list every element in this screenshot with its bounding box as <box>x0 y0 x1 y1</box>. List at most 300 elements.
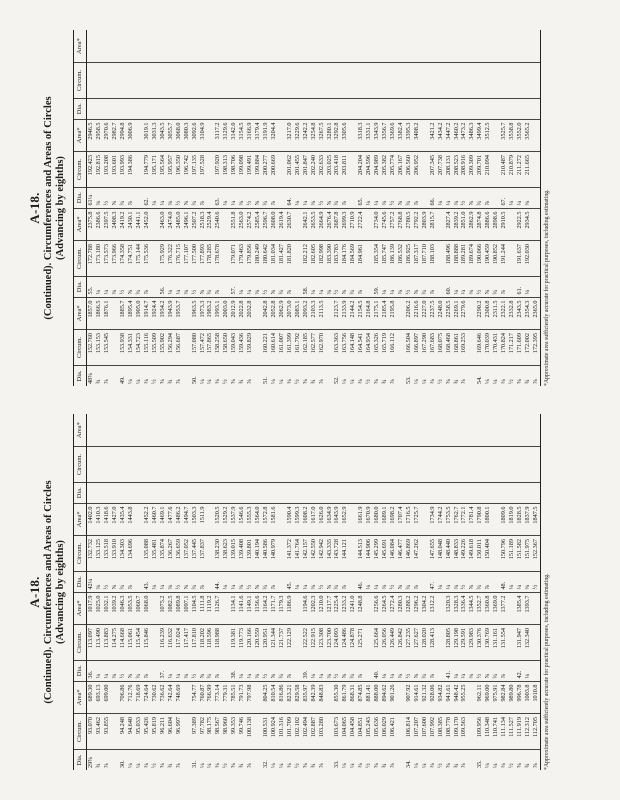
circumference-cell <box>214 447 222 483</box>
area-cell: 2496.1 <box>183 208 191 241</box>
table-row <box>111 30 119 386</box>
area-cell: 1360.8 <box>484 592 492 625</box>
area-cell: 2699.3 <box>341 208 349 241</box>
diameter-cell <box>222 660 230 681</box>
diameter-cell <box>413 483 421 504</box>
table-row <box>222 30 230 386</box>
diameter-cell <box>532 660 540 681</box>
circumference-cell <box>508 63 516 99</box>
diameter-cell: ⅞ <box>143 276 151 297</box>
area-cell: 1179.3 <box>278 592 286 625</box>
circumference-cell <box>111 330 119 366</box>
circumference-cell: 193.208 <box>103 152 111 188</box>
area-cell: 2827.4 <box>445 208 453 241</box>
diameter-cell <box>492 188 500 209</box>
circumference-cell: 99.353 <box>230 714 238 750</box>
area-cell: 907.92 <box>405 681 413 714</box>
circumference-cell: 187.710 <box>421 241 429 277</box>
circumference-cell: 195.564 <box>159 152 167 188</box>
circumference-cell: 93.070 <box>87 714 95 750</box>
diameter-cell: ⅝ <box>413 276 421 297</box>
column-header: Dia. <box>74 188 87 209</box>
circumference-cell <box>214 63 222 99</box>
diameter-cell: 45. <box>286 572 294 593</box>
table-row <box>468 30 476 386</box>
area-cell <box>460 414 468 447</box>
circumference-cell <box>445 447 453 483</box>
diameter-cell: ¼ <box>135 763 142 768</box>
circumference-cell: 154.723 <box>135 330 143 366</box>
area-cell <box>460 30 468 63</box>
circumference-cell <box>318 63 326 99</box>
area-cell: 3217.0 <box>286 119 294 152</box>
area-cell: 848.83 <box>318 681 326 714</box>
diameter-cell <box>516 99 524 120</box>
diameter-cell: 37. <box>159 660 167 681</box>
diameter-cell: ⅞ <box>317 379 325 384</box>
column-header: Circum. <box>74 714 87 750</box>
area-cell <box>310 414 318 447</box>
circumference-cell: 129.591 <box>460 625 468 661</box>
table-row <box>230 414 238 770</box>
circumference-cell <box>183 714 191 750</box>
circumference-cell: 191.244 <box>500 241 508 277</box>
diameter-cell: ¼ <box>460 660 468 681</box>
diameter-cell <box>524 483 532 504</box>
diameter-cell: ⅛ <box>198 379 206 384</box>
diameter-cell: ⅝ <box>444 763 452 768</box>
table-row <box>143 30 151 386</box>
circumference-cell <box>167 447 175 483</box>
diameter-cell: ¼ <box>159 572 167 593</box>
area-cell: 754.77 <box>191 681 199 714</box>
area-cell: 791.73 <box>238 681 246 714</box>
circumference-cell <box>508 241 516 277</box>
diameter-cell: ⅝ <box>468 572 476 593</box>
diameter-cell: ⅞ <box>143 660 151 681</box>
area-cell: 2365.0 <box>532 297 540 330</box>
circumference-cell: 177.107 <box>183 241 191 277</box>
diameter-cell: ⅛ <box>381 276 389 297</box>
table-row <box>405 30 413 386</box>
table-row <box>532 414 540 770</box>
diameter-cell: ⅞ <box>413 572 421 593</box>
circumference-cell: 136.267 <box>167 536 175 572</box>
diameter-cell: 50. <box>190 376 198 384</box>
table-row <box>95 30 103 386</box>
circumference-cell <box>492 536 500 572</box>
area-cell <box>389 414 397 447</box>
diameter-cell: ⅛ <box>269 379 277 384</box>
circumference-cell <box>532 447 540 483</box>
circumference-cell: 130.769 <box>484 625 492 661</box>
area-cell <box>238 30 246 63</box>
diameter-cell <box>453 483 461 504</box>
circumference-cell <box>468 330 476 366</box>
diameter-cell: ½ <box>262 276 270 297</box>
table-row <box>262 30 270 386</box>
area-cell <box>119 30 127 63</box>
circumference-cell: 163.363 <box>333 330 341 366</box>
diameter-cell: 42¼ <box>87 572 95 593</box>
circumference-cell: 186.139 <box>389 241 397 277</box>
diameter-cell: ⅝ <box>254 572 262 593</box>
area-cell: 855.30 <box>333 681 341 714</box>
circumference-cell <box>341 63 349 99</box>
circumference-cell <box>429 447 437 483</box>
column-header: Circum. <box>74 536 87 572</box>
table-row <box>445 414 453 770</box>
table-row <box>365 414 373 770</box>
table-row <box>476 414 484 770</box>
area-cell: 2518.3 <box>199 208 207 241</box>
table-row <box>278 30 286 386</box>
table-row <box>135 30 143 386</box>
circumference-cell: 172.002 <box>524 330 532 366</box>
circumference-cell: 109.956 <box>476 714 484 750</box>
circumference-cell: 103.280 <box>318 714 326 750</box>
circumference-cell: 207.738 <box>437 152 445 188</box>
area-cell: 1529.2 <box>222 503 230 536</box>
diameter-cell: 64. <box>286 188 294 209</box>
diameter-cell: 35. <box>476 760 484 768</box>
diameter-cell: ⅝ <box>516 763 523 768</box>
circumference-cell <box>310 447 318 483</box>
circumference-cell <box>175 447 183 483</box>
area-cell: 3408.2 <box>413 119 421 152</box>
circumference-cell: 98.567 <box>214 714 222 750</box>
area-cell: 1280.3 <box>397 592 405 625</box>
area-cell <box>326 30 334 63</box>
diameter-cell <box>238 99 246 120</box>
area-cell: 2248.0 <box>437 297 445 330</box>
area-cell <box>421 119 429 152</box>
circumference-cell: 200.669 <box>270 152 278 188</box>
diameter-cell <box>349 483 357 504</box>
diameter-cell: ⅞ <box>389 763 396 768</box>
area-cell: 1089.8 <box>175 592 183 625</box>
diameter-cell: ⅜ <box>428 763 436 768</box>
circumference-cell: 204.596 <box>365 152 373 188</box>
area-cell: 2343.5 <box>516 297 524 330</box>
area-cell <box>318 30 326 63</box>
diameter-cell <box>532 483 540 504</box>
circumference-cell <box>326 714 334 750</box>
area-cell <box>326 681 334 714</box>
diameter-cell <box>127 483 135 504</box>
diameter-cell: 53. <box>404 376 412 384</box>
diameter-cell: ⅜ <box>381 572 389 593</box>
circumference-cell: 142.157 <box>302 536 310 572</box>
diameter-cell <box>357 483 365 504</box>
area-cell <box>262 414 270 447</box>
circumference-cell <box>437 63 445 99</box>
area-cell <box>516 30 524 63</box>
area-cell: 955.25 <box>460 681 468 714</box>
area-cell <box>468 297 476 330</box>
diameter-cell <box>151 99 159 120</box>
area-cell <box>143 30 151 63</box>
circumference-cell <box>262 447 270 483</box>
diameter-cell: ½ <box>476 276 484 297</box>
area-cell <box>326 297 334 330</box>
table-row <box>95 414 103 770</box>
table-row <box>183 414 191 770</box>
diameter-cell: ¾ <box>349 660 357 681</box>
circumference-cell: 172.395 <box>532 330 540 366</box>
diameter-cell: ¼ <box>389 276 397 297</box>
area-cell <box>167 30 175 63</box>
diameter-cell: 43. <box>143 572 151 593</box>
diameter-cell: ⅛ <box>167 660 175 681</box>
area-cell: 785.51 <box>230 681 238 714</box>
diameter-cell <box>524 99 532 120</box>
diameter-cell <box>468 483 476 504</box>
circumference-cell: 124.093 <box>333 625 341 661</box>
circumference-cell: 185.747 <box>381 241 389 277</box>
area-cell <box>397 30 405 63</box>
diameter-cell: ⅛ <box>341 379 349 384</box>
area-cell: 2463.0 <box>159 208 167 241</box>
area-cell: 914.61 <box>413 681 421 714</box>
circumference-cell: 196.742 <box>183 152 191 188</box>
area-cell: 1010.8 <box>532 681 540 714</box>
circumference-cell: 96.604 <box>167 714 175 750</box>
diameter-cell: ⅝ <box>397 188 405 209</box>
circumference-cell: 210.879 <box>508 152 516 188</box>
diameter-cell <box>365 660 373 681</box>
area-cell: 3092.6 <box>191 119 199 152</box>
area-cell <box>127 414 135 447</box>
circumference-cell: 162.185 <box>302 330 310 366</box>
table-row <box>413 414 421 770</box>
diameter-cell: ½ <box>293 763 301 768</box>
diameter-cell: ⅜ <box>357 379 365 384</box>
diameter-cell: ⅞ <box>500 276 508 297</box>
area-cell: 1828.5 <box>516 503 524 536</box>
diameter-cell <box>183 365 191 386</box>
circumference-cell: 173.573 <box>103 241 111 277</box>
area-cell: 3204.4 <box>270 119 278 152</box>
circumference-cell: 148.440 <box>445 536 453 572</box>
circumference-cell: 121.344 <box>270 625 278 661</box>
diameter-cell <box>310 483 318 504</box>
circumference-cell: 200.277 <box>262 152 270 188</box>
circumference-cell: 152.367 <box>532 536 540 572</box>
diameter-cell <box>349 99 357 120</box>
area-cell: 921.32 <box>421 681 429 714</box>
area-cell: 1003.8 <box>524 681 532 714</box>
diameter-cell <box>460 483 468 504</box>
table-row <box>87 30 95 386</box>
circumference-cell: 188.496 <box>445 241 453 277</box>
table-row <box>262 414 270 770</box>
area-cell: 1734.9 <box>429 503 437 536</box>
table-row <box>270 414 278 770</box>
diameter-cell: ¾ <box>309 379 317 384</box>
area-cell: 1698.2 <box>389 503 397 536</box>
diameter-cell <box>389 483 397 504</box>
diameter-cell: ½ <box>365 379 373 384</box>
diameter-cell: ½ <box>460 572 468 593</box>
table-row <box>524 414 532 770</box>
diameter-cell: ⅜ <box>285 379 293 384</box>
area-cell <box>405 30 413 63</box>
table-row <box>238 30 246 386</box>
area-cell <box>476 414 484 447</box>
area-cell: 1126.7 <box>214 592 222 625</box>
diameter-cell: ⅜ <box>285 763 293 768</box>
diameter-cell <box>278 483 286 504</box>
diameter-cell <box>421 572 429 593</box>
diameter-cell: ½ <box>246 188 254 209</box>
diameter-cell: ¼ <box>230 188 238 209</box>
table-row <box>175 414 183 770</box>
circumference-cell: 96.997 <box>175 714 183 750</box>
circumference-cell: 166.897 <box>413 330 421 366</box>
diameter-cell <box>254 365 262 386</box>
table-row <box>453 30 461 386</box>
diameter-cell: ¼ <box>349 763 357 768</box>
circumference-cell: 122.129 <box>286 625 294 661</box>
area-cell: 2664.9 <box>318 208 326 241</box>
area-cell <box>508 208 516 241</box>
area-cell <box>413 30 421 63</box>
area-cell: 2898.6 <box>492 208 500 241</box>
diameter-cell <box>405 99 413 120</box>
column-header: Area* <box>74 503 87 536</box>
diameter-cell: ⅛ <box>453 660 461 681</box>
circumference-cell: 155.116 <box>143 330 151 366</box>
circumference-cell: 100.138 <box>246 714 254 750</box>
diameter-cell: ⅛ <box>484 763 492 768</box>
table-row <box>294 414 302 770</box>
circumference-cell <box>460 447 468 483</box>
diameter-cell: ½ <box>389 572 397 593</box>
diameter-cell: ⅛ <box>437 572 445 593</box>
diameter-cell: ¼ <box>103 276 111 297</box>
diameter-cell: ⅛ <box>412 379 420 384</box>
area-cell <box>294 592 302 625</box>
circumference-cell: 190.459 <box>484 241 492 277</box>
area-cell: 894.62 <box>381 681 389 714</box>
area-cell <box>341 414 349 447</box>
diameter-cell: ⅝ <box>158 379 166 384</box>
circumference-cell: 166.504 <box>405 330 413 366</box>
diameter-cell: ⅛ <box>294 188 302 209</box>
table-row <box>222 414 230 770</box>
diameter-cell: ¾ <box>119 188 127 209</box>
circumference-cell: 135.088 <box>143 536 151 572</box>
circumference-cell <box>246 63 254 99</box>
area-cell: 1963.5 <box>191 297 199 330</box>
area-cell: 1680.0 <box>373 503 381 536</box>
circumference-cell: 208.523 <box>453 152 461 188</box>
diameter-cell <box>413 99 421 120</box>
circumference-cell <box>199 447 207 483</box>
circumference-cell: 149.226 <box>460 536 468 572</box>
circumference-cell: 105.243 <box>365 714 373 750</box>
area-cell <box>87 414 95 447</box>
circumference-cell <box>532 241 540 277</box>
table-row <box>286 414 294 770</box>
area-cell: 3331.1 <box>365 119 373 152</box>
diameter-cell: ⅛ <box>167 276 175 297</box>
area-cell: 3229.6 <box>294 119 302 152</box>
area-cell <box>310 30 318 63</box>
circumference-cell: 151.582 <box>516 536 524 572</box>
area-cell: 1427.0 <box>111 503 119 536</box>
circumference-cell: 201.847 <box>302 152 310 188</box>
circumference-cell: 211.665 <box>524 152 532 188</box>
circumference-cell: 204.989 <box>373 152 381 188</box>
circumference-cell: 95.033 <box>135 714 143 750</box>
area-cell <box>365 208 373 241</box>
area-cell: 1716.5 <box>405 503 413 536</box>
circumference-cell <box>326 63 334 99</box>
circumference-cell <box>286 63 294 99</box>
area-cell <box>270 414 278 447</box>
circumference-cell <box>453 63 461 99</box>
diameter-cell: ¾ <box>421 660 429 681</box>
diameter-cell: ⅛ <box>524 276 532 297</box>
circumference-cell: 186.532 <box>397 241 405 277</box>
area-cell: 3486.3 <box>468 119 476 152</box>
left-page <box>0 400 620 800</box>
diameter-cell: ⅝ <box>301 763 309 768</box>
area-cell: 1460.7 <box>151 503 159 536</box>
circumference-cell <box>476 447 484 483</box>
diameter-cell: ⅝ <box>444 379 452 384</box>
diameter-cell: ⅞ <box>413 188 421 209</box>
diameter-cell: 58. <box>302 276 310 297</box>
area-cell <box>365 30 373 63</box>
circumference-cell: 137.837 <box>199 536 207 572</box>
area-cell: 3421.2 <box>429 119 437 152</box>
circumference-cell: 205.774 <box>389 152 397 188</box>
area-cell <box>397 681 405 714</box>
area-cell <box>532 30 540 63</box>
area-cell: 3292.8 <box>333 119 341 152</box>
area-cell: 934.82 <box>437 681 445 714</box>
diameter-cell: ⅜ <box>468 276 476 297</box>
circumference-cell: 135.481 <box>151 536 159 572</box>
area-cell <box>103 30 111 63</box>
diameter-cell: ½ <box>365 763 373 768</box>
diameter-cell <box>532 276 540 297</box>
diameter-cell: ¾ <box>135 276 143 297</box>
diameter-cell <box>111 365 119 386</box>
table-row <box>437 414 445 770</box>
circumference-cell: 154.331 <box>127 330 135 366</box>
area-cell: 730.62 <box>151 681 159 714</box>
circumference-cell: 141.764 <box>294 536 302 572</box>
diameter-cell: ⅛ <box>310 276 318 297</box>
diameter-cell: ⅝ <box>254 188 262 209</box>
circumference-cell: 102.494 <box>302 714 310 750</box>
table-row <box>270 30 278 386</box>
area-cell <box>222 414 230 447</box>
area-cell: 3382.4 <box>397 119 405 152</box>
table-row <box>254 414 262 770</box>
circumference-cell: 100.924 <box>270 714 278 750</box>
diameter-cell: ¼ <box>516 188 524 209</box>
table-row <box>357 30 365 386</box>
circumference-cell: 203.811 <box>341 152 349 188</box>
diameter-cell <box>508 276 516 297</box>
diameter-cell: ¾ <box>421 276 429 297</box>
circumference-cell: 197.528 <box>199 152 207 188</box>
